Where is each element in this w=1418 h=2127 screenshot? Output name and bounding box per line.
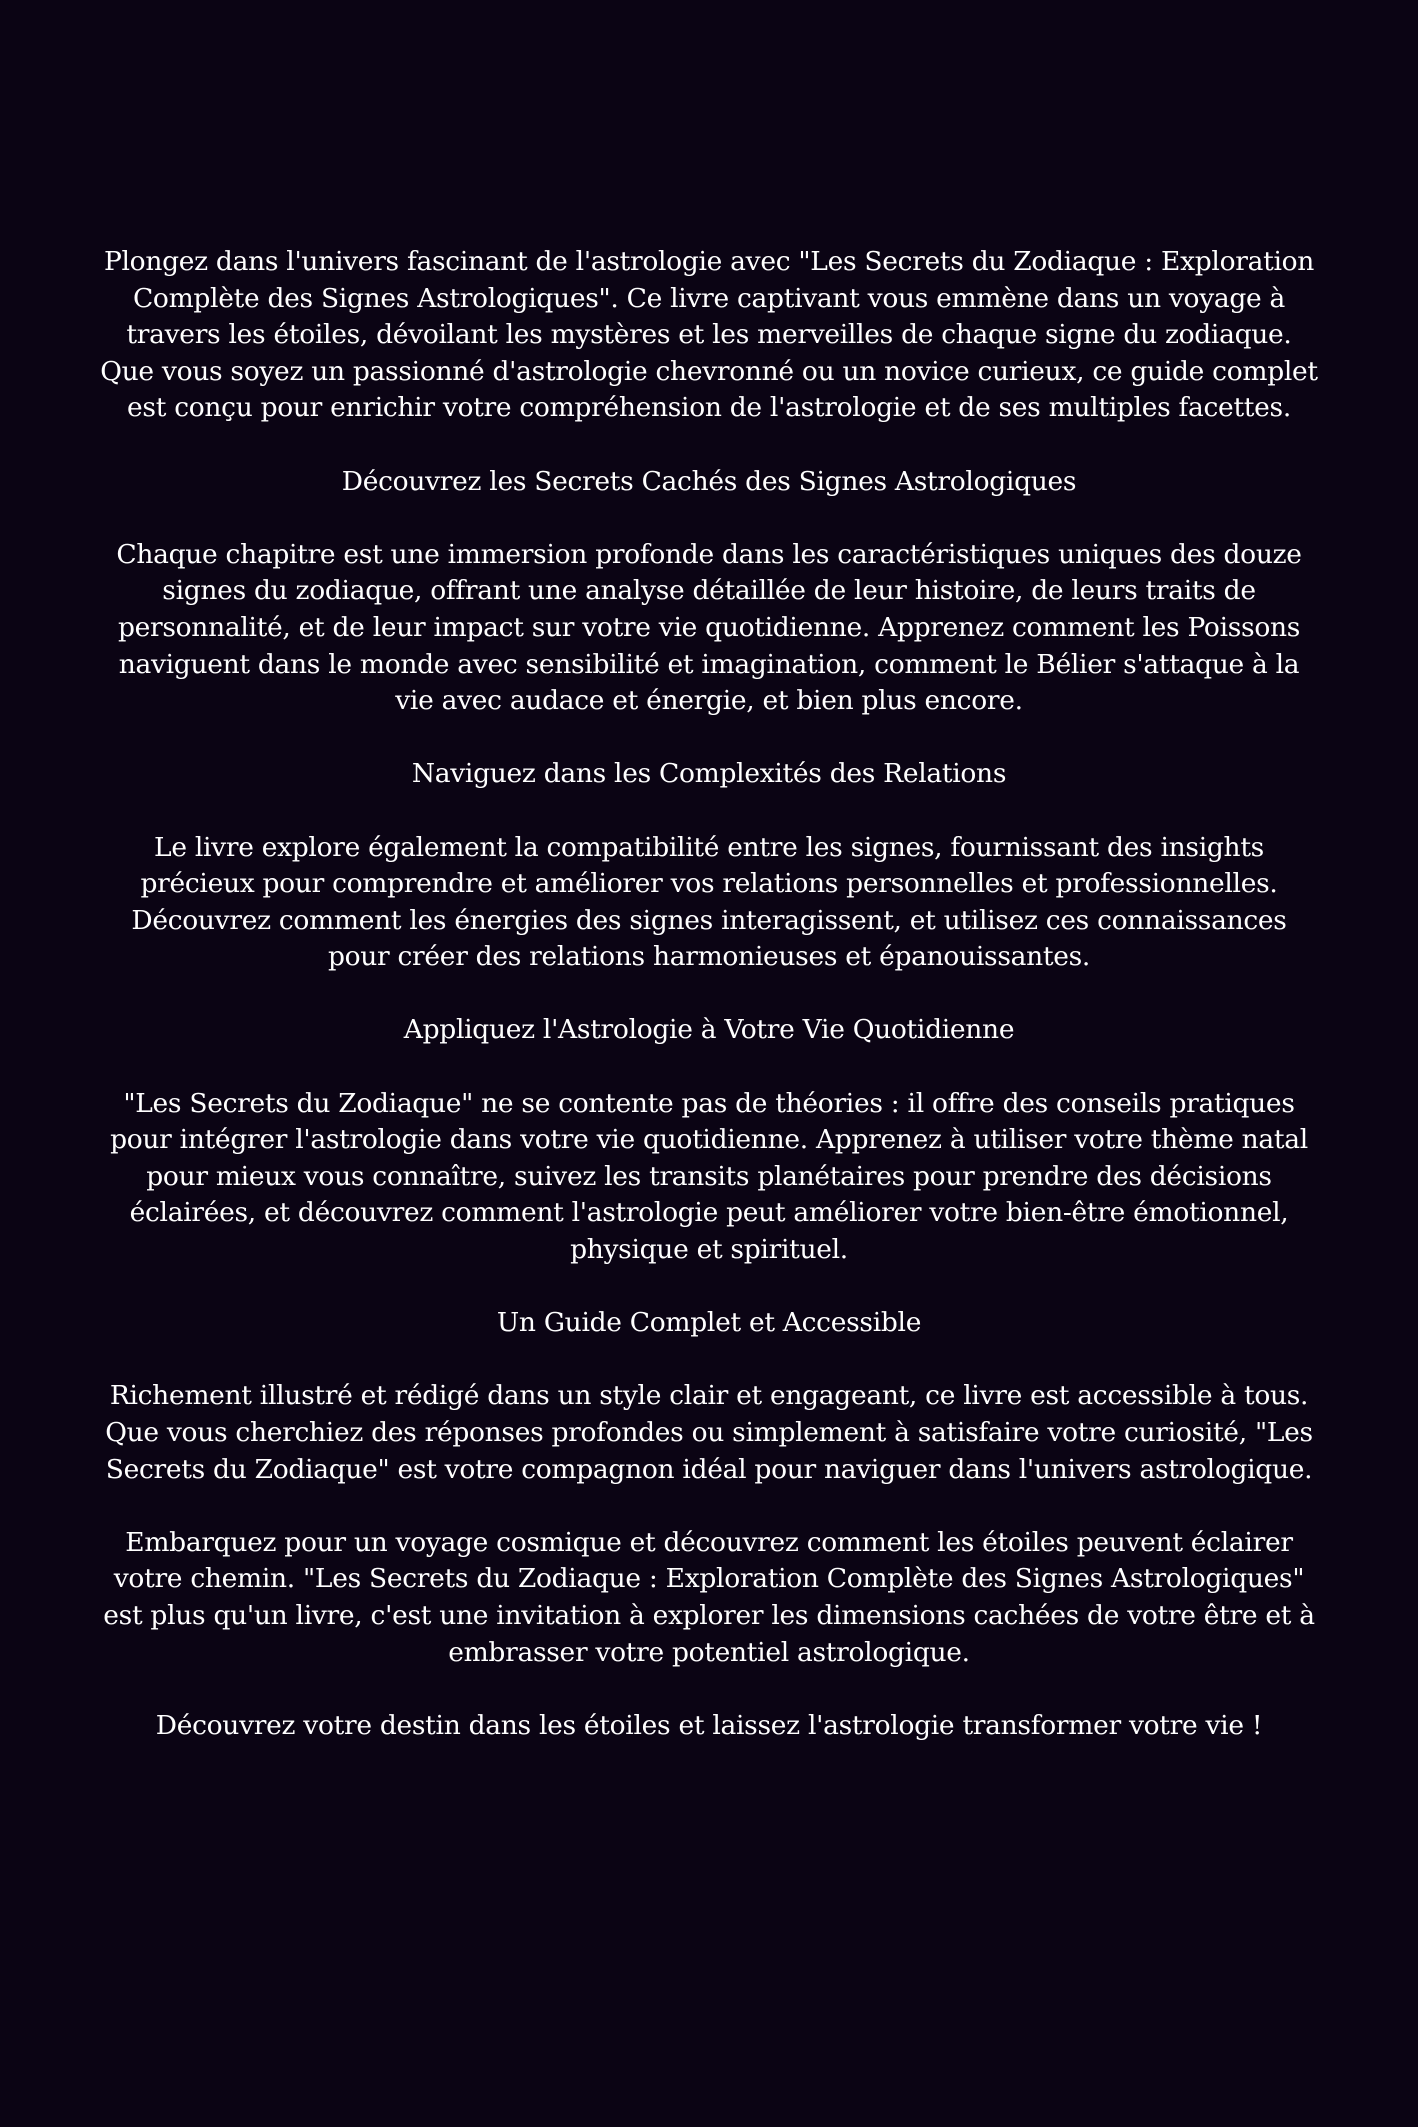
paragraph-daily-life: "Les Secrets du Zodiaque" ne se contente pas de théories : il offre des conseils pratiques pour intégrer l'astrologie dans votre vie quotidienne. Apprenez à utiliser votre thème natal pour mieux vous connaître, suivez les transits planétaires pour prendre des décisions éclairées, et découvrez comment l'astrologie peut améliorer votre bien-être émotionnel, physique et spirituel. bbox=[110, 1087, 1308, 1266]
section-heading-daily-life: Appliquez l'Astrologie à Votre Vie Quotidienne bbox=[403, 1014, 1015, 1046]
paragraph-relations: Le livre explore également la compatibilité entre les signes, fournissant des insights précieux pour comprendre et améliorer vos relations personnelles et professionnelles. Découvrez comment les énergies des signes interagissent, et utilisez ces connaissances pour créer des relations harmonieuses et épanouissantes. bbox=[131, 831, 1287, 973]
section-heading-secrets: Découvrez les Secrets Cachés des Signes Astrologiques bbox=[341, 465, 1077, 497]
paragraph-signs: Chaque chapitre est une immersion profonde dans les caractéristiques uniques des douze signes du zodiaque, offrant une analyse détaillée de leur histoire, de leurs traits de personnalité, et de leur impact sur votre vie quotidienne. Apprenez comment les Poissons naviguent dans le monde avec sensibilité et imagination, comment le Bélier s'attaque à la vie avec audace et énergie, et bien plus encore. bbox=[116, 538, 1302, 717]
paragraph-guide: Richement illustré et rédigé dans un style clair et engageant, ce livre est accessible à tous. Que vous cherchiez des réponses profondes ou simplement à satisfaire votre curiosité, "Les Secrets du Zodiaque" est votre compagnon idéal pour naviguer dans l'univers astrologique. bbox=[105, 1380, 1313, 1485]
section-heading-guide: Un Guide Complet et Accessible bbox=[496, 1307, 922, 1339]
intro-paragraph: Plongez dans l'univers fascinant de l'astrologie avec "Les Secrets du Zodiaque : Exploration Complète des Signes Astrologiques". Ce livre captivant vous emmène dans un voyage à travers les étoiles, dévoilant les mystères et les merveilles de chaque signe du zodiaque. Que vous soyez un passionné d'astrologie chevronné ou un novice curieux, ce guide complet est conçu pour enrichir votre compréhension de l'astrologie et de ses multiples facettes. bbox=[100, 246, 1318, 424]
section-heading-relations: Naviguez dans les Complexités des Relations bbox=[411, 758, 1007, 790]
description-text bbox=[100, 244, 1318, 1744]
paragraph-journey: Embarquez pour un voyage cosmique et découvrez comment les étoiles peuvent éclairer votre chemin. "Les Secrets du Zodiaque : Exploration Complète des Signes Astrologiques" est plus qu'un livre, c'est une invitation à explorer les dimensions cachées de votre être et à embrasser votre potentiel astrologique. bbox=[103, 1526, 1315, 1668]
closing-line: Découvrez votre destin dans les étoiles et laissez l'astrologie transformer votre vie ! bbox=[155, 1709, 1263, 1741]
